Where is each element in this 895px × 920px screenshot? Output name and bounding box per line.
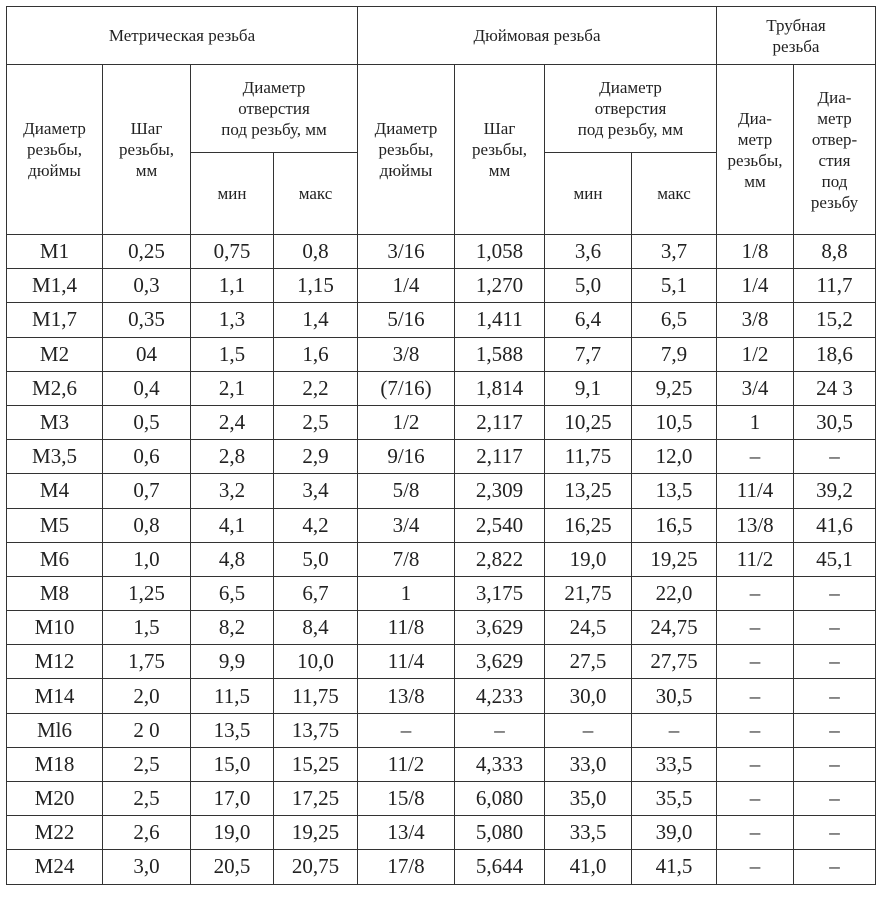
inch-hole-max-cell: 41,5 (632, 850, 717, 884)
metric-pitch-cell: 2 0 (103, 713, 191, 747)
metric-hole-max-cell: 1,4 (274, 303, 358, 337)
pipe-hole-diameter-cell: – (794, 679, 876, 713)
pipe-diameter-header: Диа- метр резьбы, мм (717, 65, 794, 235)
inch-pitch-cell: 2,117 (455, 440, 545, 474)
table-row (7, 611, 876, 645)
inch-diameter-cell: 17/8 (358, 850, 455, 884)
inch-hole-max-cell: 39,0 (632, 816, 717, 850)
table-row (7, 713, 876, 747)
metric-hole-max-cell: 5,0 (274, 542, 358, 576)
inch-hole-min-cell: 6,4 (545, 303, 632, 337)
inch-hole-max-cell: 5,1 (632, 269, 717, 303)
pipe-hole-diameter-cell: 15,2 (794, 303, 876, 337)
inch-hole-max-cell: 33,5 (632, 747, 717, 781)
metric-hole-max-cell: 17,25 (274, 782, 358, 816)
inch-pitch-cell: 6,080 (455, 782, 545, 816)
inch-pitch-cell: 2,822 (455, 542, 545, 576)
metric-hole-max-cell: 2,9 (274, 440, 358, 474)
pipe-diameter-cell: 1/4 (717, 269, 794, 303)
inch-hole-min-cell: 5,0 (545, 269, 632, 303)
metric-pitch-cell: 1,25 (103, 576, 191, 610)
pipe-diameter-cell: 1/8 (717, 235, 794, 269)
inch-pitch-cell: 5,080 (455, 816, 545, 850)
table-row (7, 850, 876, 884)
metric-hole-min-cell: 0,75 (191, 235, 274, 269)
inch-pitch-cell: 1,814 (455, 371, 545, 405)
inch-hole-min-cell: 13,25 (545, 474, 632, 508)
inch-hole-min-cell: 19,0 (545, 542, 632, 576)
inch-diameter-header: Диаметр резьбы, дюймы (358, 65, 455, 235)
table-row (7, 303, 876, 337)
metric-hole-min-cell: 9,9 (191, 645, 274, 679)
metric-diameter-cell: M1 (7, 235, 103, 269)
pipe-hole-diameter-header: Диа- метр отвер- стия под резьбу (794, 65, 876, 235)
inch-diameter-cell: 7/8 (358, 542, 455, 576)
metric-diameter-cell: M12 (7, 645, 103, 679)
pipe-hole-diameter-cell: – (794, 850, 876, 884)
metric-hole-min-cell: 1,5 (191, 337, 274, 371)
pipe-hole-diameter-cell: – (794, 611, 876, 645)
metric-pitch-cell: 3,0 (103, 850, 191, 884)
pipe-hole-diameter-cell: – (794, 782, 876, 816)
metric-diameter-cell: M2,6 (7, 371, 103, 405)
inch-hole-min-cell: 33,0 (545, 747, 632, 781)
inch-pitch-cell: 5,644 (455, 850, 545, 884)
table-row (7, 782, 876, 816)
metric-hole-min-cell: 1,1 (191, 269, 274, 303)
metric-hole-max-cell: 15,25 (274, 747, 358, 781)
inch-hole-min-cell: 33,5 (545, 816, 632, 850)
inch-hole-max-cell: 13,5 (632, 474, 717, 508)
table-row (7, 645, 876, 679)
metric-diameter-cell: M3,5 (7, 440, 103, 474)
inch-hole-max-cell: 7,9 (632, 337, 717, 371)
metric-diameter-cell: M24 (7, 850, 103, 884)
inch-diameter-cell: 11/4 (358, 645, 455, 679)
metric-diameter-cell: M4 (7, 474, 103, 508)
metric-hole-min-cell: 20,5 (191, 850, 274, 884)
inch-hole-max-cell: 24,75 (632, 611, 717, 645)
metric-hole-min-cell: 11,5 (191, 679, 274, 713)
inch-max-header: макс (632, 153, 717, 235)
metric-hole-min-cell: 3,2 (191, 474, 274, 508)
metric-hole-max-cell: 19,25 (274, 816, 358, 850)
inch-pitch-header: Шаг резьбы, мм (455, 65, 545, 235)
inch-hole-min-cell: 16,25 (545, 508, 632, 542)
pipe-diameter-cell: 3/4 (717, 371, 794, 405)
inch-hole-max-cell: 19,25 (632, 542, 717, 576)
metric-pitch-cell: 2,0 (103, 679, 191, 713)
pipe-hole-diameter-cell: 24 3 (794, 371, 876, 405)
metric-pitch-cell: 0,5 (103, 405, 191, 439)
metric-hole-max-cell: 1,15 (274, 269, 358, 303)
inch-hole-min-cell: 11,75 (545, 440, 632, 474)
metric-pitch-cell: 0,25 (103, 235, 191, 269)
pipe-diameter-cell: – (717, 713, 794, 747)
pipe-diameter-cell: – (717, 645, 794, 679)
metric-hole-min-cell: 1,3 (191, 303, 274, 337)
metric-pitch-cell: 1,5 (103, 611, 191, 645)
metric-diameter-header: Диаметр резьбы, дюймы (7, 65, 103, 235)
metric-hole-max-cell: 1,6 (274, 337, 358, 371)
inch-pitch-cell: – (455, 713, 545, 747)
metric-pitch-cell: 2,5 (103, 747, 191, 781)
inch-hole-min-cell: 9,1 (545, 371, 632, 405)
metric-hole-min-cell: 17,0 (191, 782, 274, 816)
metric-pitch-cell: 0,8 (103, 508, 191, 542)
metric-diameter-cell: M1,4 (7, 269, 103, 303)
metric-hole-min-cell: 2,4 (191, 405, 274, 439)
inch-diameter-cell: (7/16) (358, 371, 455, 405)
inch-hole-min-cell: 35,0 (545, 782, 632, 816)
metric-hole-min-cell: 15,0 (191, 747, 274, 781)
metric-pitch-cell: 2,5 (103, 782, 191, 816)
pipe-diameter-cell: – (717, 850, 794, 884)
pipe-hole-diameter-cell: 11,7 (794, 269, 876, 303)
pipe-diameter-cell: 3/8 (717, 303, 794, 337)
inch-pitch-cell: 3,175 (455, 576, 545, 610)
inch-pitch-cell: 4,233 (455, 679, 545, 713)
metric-hole-max-cell: 20,75 (274, 850, 358, 884)
pipe-diameter-cell: – (717, 816, 794, 850)
inch-hole-min-cell: 30,0 (545, 679, 632, 713)
inch-pitch-cell: 2,309 (455, 474, 545, 508)
inch-hole-min-cell: 41,0 (545, 850, 632, 884)
table-body (7, 235, 876, 885)
pipe-hole-diameter-cell: – (794, 816, 876, 850)
inch-hole-min-cell: 7,7 (545, 337, 632, 371)
inch-hole-min-cell: 10,25 (545, 405, 632, 439)
inch-hole-max-cell: 9,25 (632, 371, 717, 405)
metric-diameter-cell: M6 (7, 542, 103, 576)
inch-hole-max-cell: 30,5 (632, 679, 717, 713)
pipe-diameter-cell: – (717, 576, 794, 610)
inch-hole-diameter-header: Диаметр отверстия под резьбу, мм (545, 65, 717, 153)
pipe-hole-diameter-cell: 18,6 (794, 337, 876, 371)
metric-min-header: мин (191, 153, 274, 235)
pipe-hole-diameter-cell: – (794, 645, 876, 679)
metric-hole-max-cell: 2,5 (274, 405, 358, 439)
inch-diameter-cell: 15/8 (358, 782, 455, 816)
inch-diameter-cell: 9/16 (358, 440, 455, 474)
inch-diameter-cell: 1/2 (358, 405, 455, 439)
pipe-hole-diameter-cell: 45,1 (794, 542, 876, 576)
metric-hole-min-cell: 2,1 (191, 371, 274, 405)
inch-diameter-cell: – (358, 713, 455, 747)
table-row (7, 474, 876, 508)
inch-diameter-cell: 3/16 (358, 235, 455, 269)
pipe-hole-diameter-cell: – (794, 747, 876, 781)
metric-pitch-cell: 0,35 (103, 303, 191, 337)
inch-hole-max-cell: 10,5 (632, 405, 717, 439)
inch-diameter-cell: 13/8 (358, 679, 455, 713)
metric-hole-min-cell: 4,1 (191, 508, 274, 542)
metric-pitch-header: Шаг резьбы, мм (103, 65, 191, 235)
pipe-hole-diameter-cell: 39,2 (794, 474, 876, 508)
inch-pitch-cell: 2,117 (455, 405, 545, 439)
inch-pitch-cell: 1,058 (455, 235, 545, 269)
pipe-diameter-cell: 1 (717, 405, 794, 439)
pipe-diameter-cell: 11/4 (717, 474, 794, 508)
inch-hole-min-cell: 21,75 (545, 576, 632, 610)
inch-diameter-cell: 3/8 (358, 337, 455, 371)
pipe-hole-diameter-cell: 30,5 (794, 405, 876, 439)
metric-pitch-cell: 2,6 (103, 816, 191, 850)
inch-pitch-cell: 3,629 (455, 645, 545, 679)
inch-diameter-cell: 5/16 (358, 303, 455, 337)
metric-hole-max-cell: 3,4 (274, 474, 358, 508)
inch-diameter-cell: 1/4 (358, 269, 455, 303)
table-row (7, 816, 876, 850)
table-row (7, 508, 876, 542)
metric-pitch-cell: 0,6 (103, 440, 191, 474)
pipe-diameter-cell: – (717, 747, 794, 781)
table-row (7, 235, 876, 269)
pipe-hole-diameter-cell: – (794, 576, 876, 610)
metric-hole-min-cell: 2,8 (191, 440, 274, 474)
metric-max-header: макс (274, 153, 358, 235)
metric-hole-min-cell: 6,5 (191, 576, 274, 610)
inch-hole-max-cell: 16,5 (632, 508, 717, 542)
pipe-diameter-cell: 11/2 (717, 542, 794, 576)
table-row (7, 576, 876, 610)
metric-hole-max-cell: 4,2 (274, 508, 358, 542)
metric-hole-max-cell: 13,75 (274, 713, 358, 747)
inch-thread-header: Дюймовая резьба (358, 7, 717, 65)
inch-hole-max-cell: 27,75 (632, 645, 717, 679)
metric-pitch-cell: 0,7 (103, 474, 191, 508)
metric-thread-header: Метрическая резьба (7, 7, 358, 65)
inch-diameter-cell: 11/8 (358, 611, 455, 645)
metric-hole-min-cell: 4,8 (191, 542, 274, 576)
table-row (7, 679, 876, 713)
pipe-hole-diameter-cell: – (794, 713, 876, 747)
metric-hole-min-cell: 13,5 (191, 713, 274, 747)
inch-hole-max-cell: 35,5 (632, 782, 717, 816)
metric-hole-min-cell: 19,0 (191, 816, 274, 850)
metric-hole-max-cell: 2,2 (274, 371, 358, 405)
inch-diameter-cell: 1 (358, 576, 455, 610)
metric-hole-diameter-header: Диаметр отверстия под резьбу, мм (191, 65, 358, 153)
metric-diameter-cell: M3 (7, 405, 103, 439)
metric-hole-max-cell: 0,8 (274, 235, 358, 269)
pipe-hole-diameter-cell: 8,8 (794, 235, 876, 269)
metric-hole-max-cell: 11,75 (274, 679, 358, 713)
inch-diameter-cell: 11/2 (358, 747, 455, 781)
metric-diameter-cell: M1,7 (7, 303, 103, 337)
metric-diameter-cell: M5 (7, 508, 103, 542)
inch-pitch-cell: 1,411 (455, 303, 545, 337)
inch-pitch-cell: 2,540 (455, 508, 545, 542)
table-row (7, 405, 876, 439)
table-row (7, 747, 876, 781)
inch-hole-max-cell: 3,7 (632, 235, 717, 269)
metric-pitch-cell: 0,3 (103, 269, 191, 303)
table-row (7, 542, 876, 576)
pipe-diameter-cell: – (717, 440, 794, 474)
table-row (7, 440, 876, 474)
metric-diameter-cell: M8 (7, 576, 103, 610)
metric-hole-max-cell: 8,4 (274, 611, 358, 645)
metric-diameter-cell: M22 (7, 816, 103, 850)
pipe-thread-header: Трубная резьба (717, 7, 876, 65)
pipe-hole-diameter-cell: – (794, 440, 876, 474)
inch-pitch-cell: 4,333 (455, 747, 545, 781)
inch-hole-max-cell: 6,5 (632, 303, 717, 337)
metric-pitch-cell: 1,0 (103, 542, 191, 576)
metric-diameter-cell: M18 (7, 747, 103, 781)
table-row (7, 337, 876, 371)
inch-hole-min-cell: 27,5 (545, 645, 632, 679)
table-row (7, 269, 876, 303)
thread-table (6, 6, 876, 885)
inch-diameter-cell: 5/8 (358, 474, 455, 508)
inch-hole-max-cell: 12,0 (632, 440, 717, 474)
inch-hole-max-cell: – (632, 713, 717, 747)
metric-diameter-cell: M2 (7, 337, 103, 371)
pipe-diameter-cell: 13/8 (717, 508, 794, 542)
inch-hole-max-cell: 22,0 (632, 576, 717, 610)
metric-hole-max-cell: 6,7 (274, 576, 358, 610)
metric-pitch-cell: 0,4 (103, 371, 191, 405)
pipe-diameter-cell: – (717, 611, 794, 645)
metric-hole-min-cell: 8,2 (191, 611, 274, 645)
metric-diameter-cell: M20 (7, 782, 103, 816)
inch-pitch-cell: 3,629 (455, 611, 545, 645)
metric-pitch-cell: 1,75 (103, 645, 191, 679)
table-row (7, 371, 876, 405)
pipe-diameter-cell: – (717, 782, 794, 816)
inch-hole-min-cell: 3,6 (545, 235, 632, 269)
inch-pitch-cell: 1,588 (455, 337, 545, 371)
inch-diameter-cell: 13/4 (358, 816, 455, 850)
metric-hole-max-cell: 10,0 (274, 645, 358, 679)
pipe-hole-diameter-cell: 41,6 (794, 508, 876, 542)
pipe-diameter-cell: 1/2 (717, 337, 794, 371)
metric-diameter-cell: M14 (7, 679, 103, 713)
inch-min-header: мин (545, 153, 632, 235)
pipe-diameter-cell: – (717, 679, 794, 713)
inch-hole-min-cell: – (545, 713, 632, 747)
inch-diameter-cell: 3/4 (358, 508, 455, 542)
metric-pitch-cell: 04 (103, 337, 191, 371)
metric-diameter-cell: M10 (7, 611, 103, 645)
inch-pitch-cell: 1,270 (455, 269, 545, 303)
metric-diameter-cell: Ml6 (7, 713, 103, 747)
inch-hole-min-cell: 24,5 (545, 611, 632, 645)
